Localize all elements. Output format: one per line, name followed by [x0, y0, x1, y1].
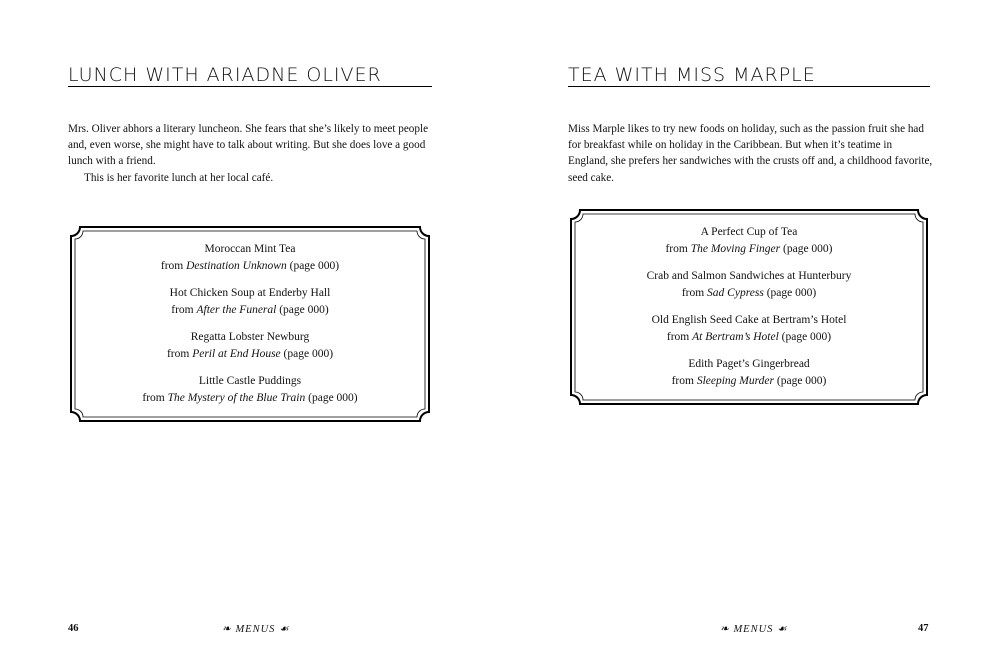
menu-item: [568, 312, 930, 345]
menu-list: [68, 241, 432, 417]
right-page: [500, 0, 1000, 667]
title-rule: [68, 86, 432, 87]
dish-source: [68, 390, 432, 407]
dish-source: [568, 329, 930, 346]
dish-source: [68, 302, 432, 319]
from-label: from: [666, 330, 690, 343]
page-ref: (page 000): [279, 303, 329, 316]
running-head: [720, 623, 787, 635]
menu-item: [568, 268, 930, 301]
menu-item: [68, 329, 432, 362]
book-title: After the Funeral: [196, 303, 277, 316]
intro-text: [68, 121, 434, 186]
menu-list: [568, 224, 930, 400]
ornament-icon: ☙: [777, 624, 788, 635]
intro-text: [568, 121, 934, 186]
running-head-label: MENUS: [733, 624, 774, 635]
intro-paragraph: Mrs. Oliver abhors a literary luncheon. She fears that she’s likely to meet people and, even worse, she might have to talk about writing. But she does love a good lunch with a friend.: [68, 123, 429, 168]
page-ref: (page 000): [776, 374, 827, 387]
ornament-icon: ☙: [279, 624, 290, 635]
from-label: from: [671, 374, 694, 387]
dish-source: [568, 373, 930, 390]
dish-source: [68, 258, 432, 275]
page-ref: (page 000): [766, 286, 817, 299]
menu-item: [68, 285, 432, 318]
page-title: TEA WITH MISS MARPLE: [568, 64, 816, 86]
book-title: Peril at End House: [192, 347, 281, 360]
ornament-icon: ❧: [720, 624, 730, 635]
from-label: from: [160, 259, 184, 272]
intro-paragraph: This is her favorite lunch at her local café.: [84, 171, 274, 184]
dish-name: Edith Paget’s Gingerbread: [688, 358, 810, 370]
page-ref: (page 000): [283, 347, 334, 360]
menu-frame: [568, 207, 930, 407]
from-label: from: [681, 286, 705, 299]
dish-name: Little Castle Puddings: [198, 375, 302, 387]
page-ref: (page 000): [783, 242, 833, 255]
page-number: 47: [918, 623, 929, 634]
page-number: 46: [68, 623, 79, 634]
menu-item: [568, 224, 930, 257]
page-ref: (page 000): [308, 391, 358, 404]
running-head-label: MENUS: [235, 624, 276, 635]
menu-item: [68, 241, 432, 274]
menu-item: [68, 373, 432, 406]
dish-name: Moroccan Mint Tea: [204, 243, 296, 255]
dish-source: [568, 285, 930, 302]
page-ref: (page 000): [781, 330, 832, 343]
dish-source: [68, 346, 432, 363]
book-title: At Bertram’s Hotel: [692, 330, 779, 343]
page-title: LUNCH WITH ARIADNE OLIVER: [68, 64, 382, 86]
from-label: from: [166, 347, 190, 360]
dish-name: Crab and Salmon Sandwiches at Hunterbury: [646, 270, 852, 282]
intro-paragraph: Miss Marple likes to try new foods on holiday, such as the passion fruit she had for breakfast while on holiday in the Caribbean. But when it’s teatime in England, she prefers her sandwiches with the crusts off and, a childhood favorite, seed cake.: [568, 123, 933, 184]
page-ref: (page 000): [289, 259, 340, 272]
book-title: The Moving Finger: [690, 242, 781, 255]
book-title: Sad Cypress: [707, 286, 764, 299]
ornament-icon: ❧: [222, 624, 232, 635]
title-rule: [568, 86, 930, 87]
menu-item: [568, 356, 930, 389]
book-title: Sleeping Murder: [696, 374, 775, 387]
dish-name: Regatta Lobster Newburg: [190, 331, 310, 343]
book-title: Destination Unknown: [186, 259, 287, 272]
dish-name: Old English Seed Cake at Bertram’s Hotel: [651, 314, 847, 326]
from-label: from: [665, 242, 688, 255]
book-title: The Mystery of the Blue Train: [167, 391, 306, 404]
from-label: from: [142, 391, 165, 404]
dish-name: A Perfect Cup of Tea: [700, 226, 798, 238]
running-head: [222, 623, 289, 635]
dish-name: Hot Chicken Soup at Enderby Hall: [169, 287, 331, 299]
from-label: from: [171, 303, 194, 316]
dish-source: [568, 241, 930, 258]
menu-frame: [68, 224, 432, 424]
